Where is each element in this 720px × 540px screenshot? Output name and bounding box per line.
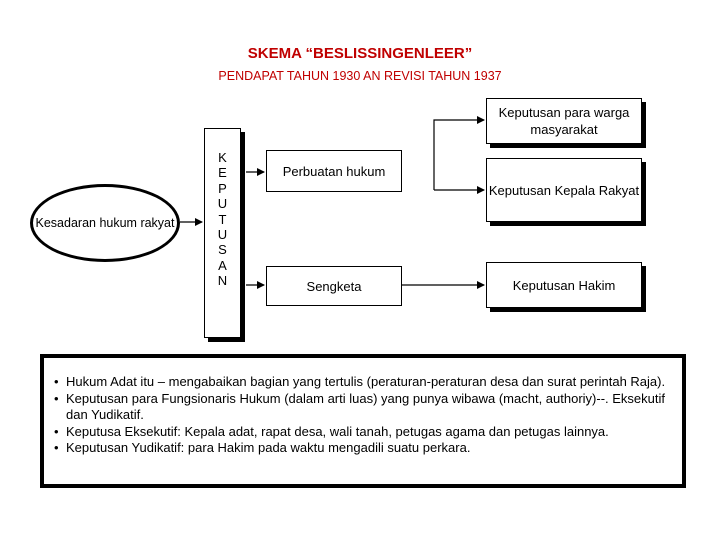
notes-list [50, 374, 676, 457]
kesadaran-hukum-label: Kesadaran hukum rakyat [35, 215, 175, 230]
keputusan-letter: T [218, 211, 227, 227]
keputusan-letter: U [217, 227, 228, 243]
keputusan-hakim-label: Keputusan Hakim [512, 277, 616, 293]
note-item: • Keputusan para Fungsionaris Hukum (dalam arti luas) yang punya wibawa (macht, authoriy)--. Eksekutif dan Yudikatif. [50, 391, 676, 424]
note-item: • Keputusan Yudikatif: para Hakim pada waktu mengadili suatu perkara. [50, 440, 676, 457]
notes-box [40, 354, 686, 488]
note-item: • Keputusa Eksekutif: Kepala adat, rapat desa, wali tanah, petugas agama dan petugas lainnya. [50, 424, 676, 441]
keputusan-warga-box [486, 98, 642, 144]
keputusan-letter: N [217, 273, 228, 289]
perbuatan-hukum-box [266, 150, 402, 192]
note-item: • Hukum Adat itu – mengabaikan bagian yang tertulis (peraturan-peraturan desa dan surat perintah Raja). [50, 374, 676, 391]
kesadaran-hukum-oval [30, 184, 180, 262]
keputusan-hakim-box [486, 262, 642, 308]
diagram-title: SKEMA “BESLISSINGENLEER” [247, 45, 473, 62]
keputusan-letter: U [217, 196, 228, 212]
arrow-perbuatan-to-warga [434, 120, 484, 190]
diagram-subtitle: PENDAPAT TAHUN 1930 AN REVISI TAHUN 1937 [218, 69, 502, 83]
keputusan-vertical-box [204, 128, 241, 338]
keputusan-letter: P [218, 180, 227, 196]
keputusan-letter: A [218, 257, 227, 273]
keputusan-letter: K [218, 150, 227, 165]
keputusan-letter: S [218, 242, 227, 258]
keputusan-kepala-label: Keputusan Kepala Rakyat [488, 182, 640, 198]
sengketa-box [266, 266, 402, 306]
keputusan-kepala-box [486, 158, 642, 222]
perbuatan-hukum-label: Perbuatan hukum [282, 163, 386, 179]
keputusan-letter: E [218, 165, 227, 181]
keputusan-warga-label: Keputusan para warga masyarakat [498, 105, 630, 137]
sengketa-label: Sengketa [306, 278, 362, 294]
